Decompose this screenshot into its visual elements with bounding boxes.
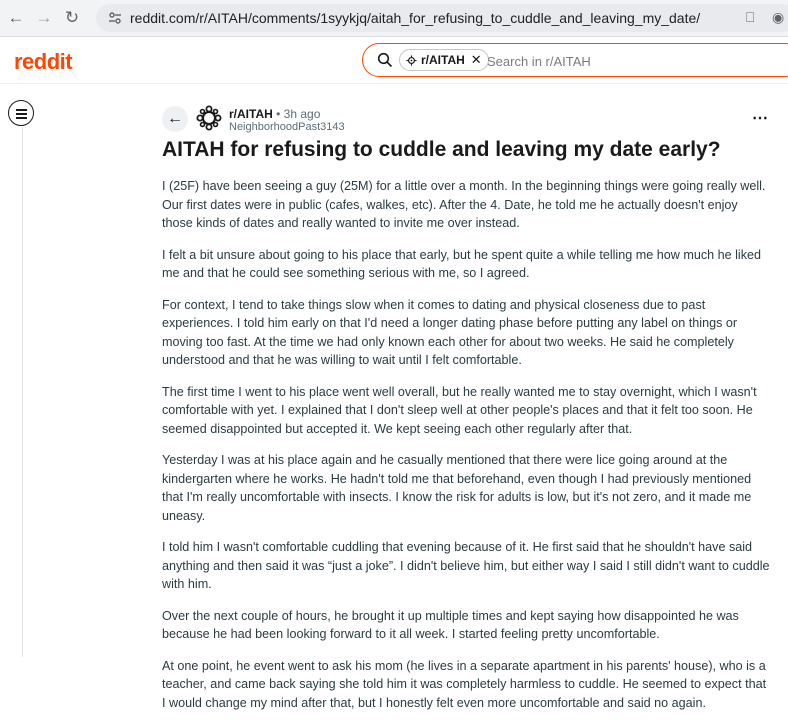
post-paragraph: At one point, he event went to ask his mom (he lives in a separate apartment in his parents' house), who is a teacher, and came back saying she told him it was completely harmless to cuddle. He seemed to expect that I would change my mind after that, but I honestly felt even more uncomfortable and said no again.	[162, 658, 767, 710]
hamburger-icon	[16, 109, 27, 111]
post-title: AITAH for refusing to cuddle and leaving my date early?	[162, 138, 721, 161]
subreddit-search-chip[interactable]	[399, 49, 489, 71]
search-input[interactable]	[485, 50, 749, 72]
post-paragraph: Over the next couple of hours, he brought it up multiple times and kept saying how disappointed he was because he had been looking forward to it all week. I started feeling pretty uncomfortable.	[162, 608, 739, 641]
post-paragraph: I felt a bit unsure about going to his place that early, but he spent quite a while telling me how much he liked me and that he could see something serious with me, so I agreed.	[162, 247, 762, 280]
site-settings-icon[interactable]	[108, 11, 122, 25]
reddit-logo[interactable]: reddit	[14, 49, 73, 74]
subreddit-meta: r/AITAH • 3h ago	[229, 107, 321, 121]
browser-toolbar	[0, 0, 788, 37]
subreddit-link[interactable]: r/AITAH	[229, 107, 273, 121]
post-paragraph: Yesterday I was at his place again and he casually mentioned that there were lice going around at the kindergarten where he works. He hadn't told me that beforehand, even though I had previously mentioned that I'm really uncomfortable with insects. I know the risk for adults is low, but it's not zero, and it made me uneasy.	[162, 453, 752, 523]
post-paragraph: I told him I wasn't comfortable cuddling that evening because of it. He first said that he shouldn't have said anything and then said it was “just a joke”. I didn't believe him, but either way I said I still didn't want to cuddle with him.	[162, 540, 770, 591]
back-button[interactable]: ←	[162, 106, 188, 132]
forward-arrow-icon[interactable]: →	[35, 8, 53, 27]
post-paragraph: The first time I went to his place went well overall, but he really wanted me to stay overnight, which I wasn't comfortable with yet. I explained that I don't sleep well at other people's places and that it felt too soon. He seemed disappointed but accepted it. We kept seeing each other regularly after that.	[162, 384, 757, 436]
chip-label: r/AITAH	[421, 53, 465, 67]
post-time: 3h ago	[283, 107, 321, 121]
eye-slash-icon[interactable]: ◉	[772, 9, 785, 25]
post-paragraph: I (25F) have been seeing a guy (25M) for a little over a month. In the beginning things were going really well. Our first dates were in public (cafes, walkes, etc). After the 4. Date, he told me he actually doesn't enjoy those kinds of dates and really wanted to invite me over instead.	[162, 179, 766, 230]
post-paragraph: For context, I tend to take things slow when it comes to dating and physical closeness due to past experiences. I told him early on that I'd need a longer dating phase before putting any label on things or moving too fast. At the time we had only known each other for about two weeks. He said he completely understood and that he was willing to wait until I felt comfortable.	[162, 297, 738, 367]
menu-button[interactable]	[8, 100, 34, 126]
post-author[interactable]: NeighborhoodPast3143	[229, 121, 345, 133]
url-text[interactable]: reddit.com/r/AITAH/comments/1syykjq/aitah_for_refusing_to_cuddle_and_leaving_my_date/	[130, 10, 701, 26]
post-body	[162, 177, 770, 725]
back-arrow-icon[interactable]: ←	[7, 8, 25, 27]
reload-icon[interactable]: ↻	[64, 8, 80, 27]
search-box[interactable]	[362, 43, 788, 77]
left-rail-divider	[22, 127, 23, 657]
subreddit-icon	[406, 55, 417, 66]
site-header	[0, 37, 788, 84]
search-icon	[377, 52, 393, 68]
close-icon[interactable]: ✕	[470, 52, 482, 67]
install-app-icon[interactable]: ⎕	[746, 9, 755, 25]
subreddit-avatar-icon[interactable]	[196, 105, 222, 131]
more-options-icon[interactable]: ⋯	[752, 110, 769, 127]
address-bar[interactable]	[96, 4, 788, 32]
